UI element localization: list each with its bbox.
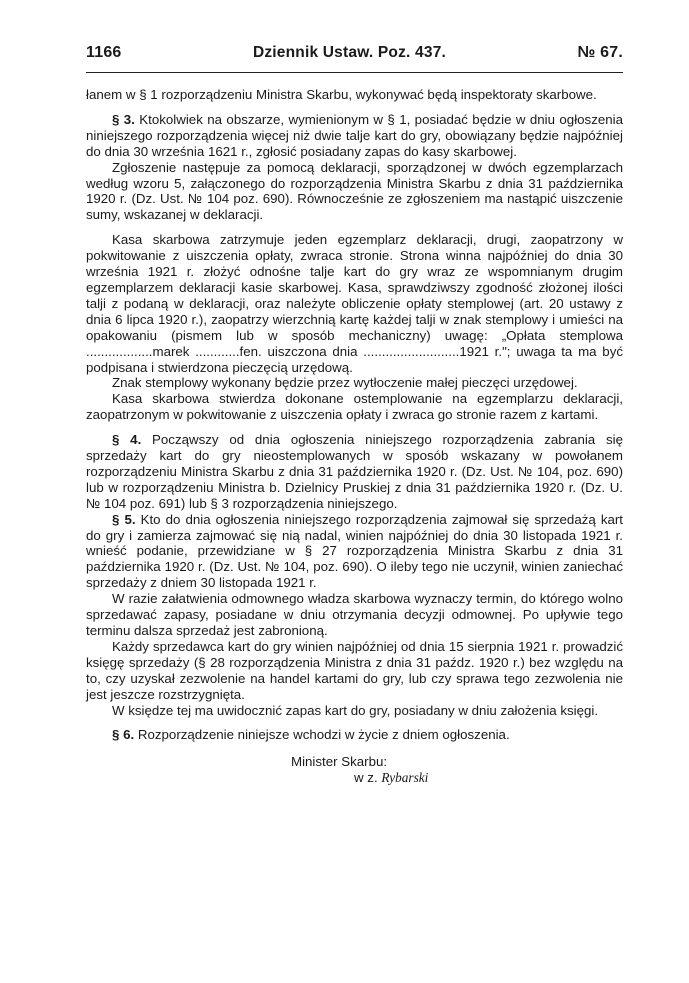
- document-page: [86, 44, 623, 786]
- signatory-name: Rybarski: [381, 770, 429, 786]
- signature-title: Minister Skarbu:: [291, 754, 388, 770]
- section-label: § 5.: [112, 511, 136, 527]
- paragraph: W księdze tej ma uwidocznić zapas kart do gry, posiadany w dniu założenia księgi.: [112, 702, 599, 718]
- journal-title: Dziennik Ustaw. Poz. 437.: [252, 44, 447, 61]
- document-body: [86, 87, 623, 743]
- header-rule: [86, 72, 623, 73]
- signature-block: [86, 754, 623, 786]
- paragraph: łanem w § 1 rozporządzeniu Ministra Skarbu, wykonywać będą inspektoraty skarbowe.: [86, 87, 597, 102]
- section-label: § 3.: [112, 111, 135, 127]
- section-label: § 4.: [112, 432, 142, 448]
- paragraph: W razie załatwienia odmownego władza skarbowa wyznaczy termin, do którego wolno sprzedawać zapasy, posiadane w dniu otrzymania decyzji odmownej. Po upływie tego terminu dalsza sprzedaż jest zabronioną.: [86, 591, 623, 638]
- section-4: § 4. Począwszy od dnia ogłoszenia niniejszego rozporządzenia zabrania się sprzedaży kart do gry nieostemplowanych w sposób wskazany w powołanem rozporządzeniu Ministra Skarbu z dnia 31 października 1920 r. (Dz. Ust. № 104, poz. 690) lub w rozporządzeniu Ministra b. Dzielnicy Pruskiej z dnia 31 października 1920 r. (Dz. U. № 104 poz. 691) lub § 3 rozporządzenia niniejszego.: [86, 432, 623, 511]
- section-5: § 5. Kto do dnia ogłoszenia niniejszego rozporządzenia zajmował się sprzedażą kart do gry i zamierza zajmować się nią nadal, winien najpóźniej do dnia 30 listopada 1921 r. wnieść podanie, przewidziane w § 27 rozporządzenia Ministra Skarbu z dnia 31 października 1920 r. (Dz. Ust. № 104, poz. 690). O ileby tego nie uczynił, winien zaniechać sprzedaży z dniem 30 listopada 1921 r.: [86, 511, 623, 591]
- page-number: 1166: [86, 44, 122, 61]
- section-label: § 6.: [112, 727, 135, 743]
- page-header: [86, 44, 623, 66]
- paragraph: Kasa skarbowa zatrzymuje jeden egzemplarz deklaracji, drugi, zaopatrzony w pokwitowanie z uiszczenia opłaty, zwraca stronie. Strona winna najpóźniej do dnia 30 września 1921 r. złożyć odnośne talje kart do gry wraz ze wspomnianym drugim egzemplarzem deklaracji kasie skarbowej. Kasa, sprawdziwszy zgodność złożonej ilości talji z podaną w deklaracji, oraz należyte obliczenie opłaty stemplowej (art. 20 ustawy z dnia 6 lipca 1920 r.), zaopatrzy wierzchnią kartę każdej talji w znak stemplowy i umieści na opakowaniu (pismem lub w sposób mechaniczny) uwagę: „Opłata stemplowa ..................marek ............fen. uiszczona dnia ..........................1921 r."; uwaga ta ma być podpisana i stwierdzona pieczęcią urzędową.: [86, 232, 623, 375]
- paragraph: Znak stemplowy wykonany będzie przez wytłoczenie małej pieczęci urzędowej.: [112, 375, 578, 391]
- issue-number: № 67.: [577, 44, 623, 61]
- paragraph: Kasa skarbowa stwierdza dokonane ostemplowanie na egzemplarzu deklaracji, zaopatrzonym w pokwitowanie z uiszczenia opłaty i zwraca go stronie razem z kartami.: [86, 391, 623, 423]
- signature-line: [86, 770, 623, 786]
- signature-prefix: w z.: [354, 770, 378, 786]
- section-6: § 6. Rozporządzenie niniejsze wchodzi w życie z dniem ogłoszenia.: [112, 727, 510, 743]
- paragraph: Zgłoszenie następuje za pomocą deklaracji, sporządzonej w dwóch egzemplarzach według wzoru 5, załączonego do rozporządzenia Ministra Skarbu z dnia 31 października 1920 r. (Dz. Ust. № 104 poz. 690). Równocześnie ze zgłoszeniem ma nastąpić uiszczenie sumy, wskazanej w deklaracji.: [86, 159, 623, 223]
- section-3: § 3. Ktokolwiek na obszarze, wymienionym w § 1, posiadać będzie w dniu ogłoszenia niniejszego rozporządzenia więcej niż dwie talje kart do gry, obowiązany będzie najpóźniej do dnia 30 września 1621 r., zgłosić posiadany zapas do kasy skarbowej.: [86, 111, 623, 159]
- paragraph: Każdy sprzedawca kart do gry winien najpóźniej od dnia 15 sierpnia 1921 r. prowadzić księgę sprzedaży (§ 28 rozporządzenia Ministra z dnia 31 paźdz. 1920 r.) bez względu na to, czy uzyskał zezwolenie na handel kartami do gry, lub czy sprawa tego zezwolenia nie jest jeszcze rozstrzygnięta.: [86, 638, 623, 702]
